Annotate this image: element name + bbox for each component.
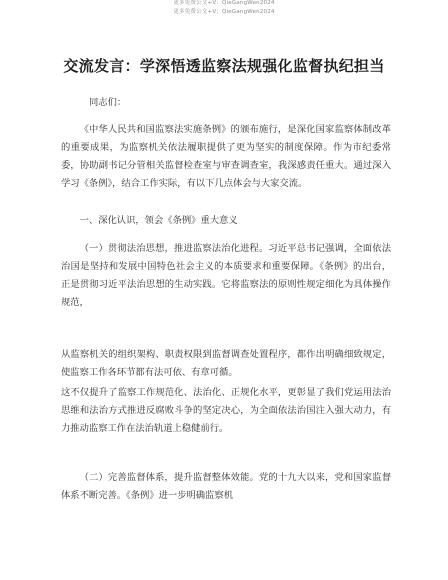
document-title: 交流发言：学深悟透监察法规强化监督执纪担当 xyxy=(63,57,385,75)
paragraph-intro: 《中华人民共和国监察法实施条例》的颁布施行，是深化国家监察体制改革的重要成果，为监察机关依法履职提供了更为坚实的制度保障。作为市纪委常委，协助副书记分管相关监督检查室与审查调查室，我深感责任重大。通过深入学习《条例》，结合工作实际，有以下几点体会与大家交流。 xyxy=(61,124,391,189)
watermark-line: 更多免费公文+V：QieGangWen2024 xyxy=(173,0,275,6)
paragraph-1-1-end: 这不仅提升了监察工作规范化、法治化、正规化水平，更彰显了我们党运用法治思维和法治方式推进反腐败斗争的坚定决心，为全面依法治国注入强大动力，有力推动监察工作在法治轨道上稳健前行。 xyxy=(61,387,391,434)
paragraph-1-2: （二）完善监督体系，提升监督整体效能。党的十九大以来，党和国家监督体系不断完善。《条例》进一步明确监察机 xyxy=(61,472,391,501)
paragraph-1-1-cont: 从监察机关的组织架构、职责权限到监督调查处置程序，都作出明确细致规定，使监察工作各环节都有法可依、有章可循。 xyxy=(61,349,391,378)
salutation: 同志们： xyxy=(89,97,127,108)
section-heading-1: 一、深化认识，领会《条例》重大意义 xyxy=(79,215,238,226)
paragraph-1-1: （一）贯彻法治思想，推进监察法治化进程。习近平总书记强调，全面依法治国是坚持和发展中国特色社会主义的本质要求和重要保障。《条例》的出台，正是贯彻习近平法治思想的生动实践。它将监察法的原则性规定细化为具体操作规范， xyxy=(61,243,391,308)
watermark-line: 更多免费公文+V：QieGangWen2024 xyxy=(173,9,275,15)
